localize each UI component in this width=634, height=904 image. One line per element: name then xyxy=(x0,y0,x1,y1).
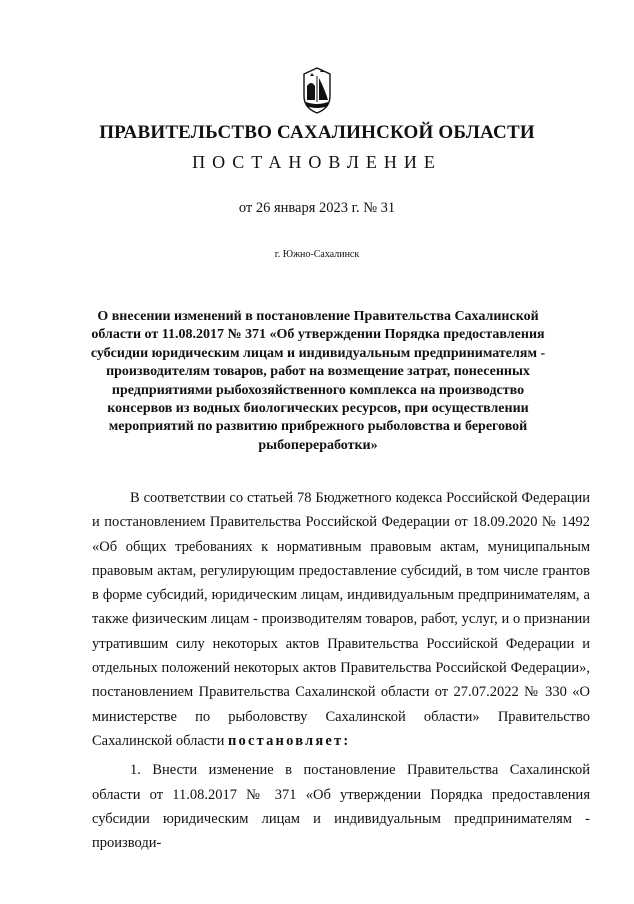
document-subject: О внесении изменений в постановление Правительства Сахалинской области от 11.08.2017 № 371 «Об утверждении Порядка предоставления субсидии юридическим лицам и индивидуальным предпринимателям - производителям товаров, работ на возмещение затрат, понесенных предприятиями рыбохозяйственного комплекса на производство консервов из водных биологических ресурсов, при осуществлении мероприятий по развитию прибрежного рыболовства и береговой рыбопереработки» xyxy=(90,309,546,453)
preamble-paragraph xyxy=(92,486,590,753)
organization-title: ПРАВИТЕЛЬСТВО САХАЛИНСКОЙ ОБЛАСТИ xyxy=(99,122,535,143)
document-body xyxy=(92,486,590,855)
decree-word: постановляет: xyxy=(227,732,351,749)
item-1-paragraph: 1. Внести изменение в постановление Правительства Сахалинской области от 11.08.2017 № 371 «Об утверждении Порядка предоставления субсидии юридическим лицам и индивидуальным предпринимателям - производи- xyxy=(92,762,590,852)
document-place: г. Южно-Сахалинск xyxy=(274,249,360,260)
document-date-number: от 26 января 2023 г. № 31 xyxy=(238,200,396,216)
preamble-text: В соответствии со статьей 78 Бюджетного кодекса Российской Федерации и постановлением Правительства Российской Федерации от 18.09.2020 № 1492 «Об общих требованиях к нормативным правовым актам, муниципальным правовым актам, регулирующим предоставление субсидий, в том числе грантов в форме субсидий, юридическим лицам, индивидуальным предпринимателям, а также физическим лицам - производителям товаров, работ, услуг, и о признании утратившим силу некоторых актов Правительства Российской Федерации и отдельных положений некоторых актов Правительства Российской Федерации», постановлением Правительства Сахалинской области от 27.07.2022 № 330 «О министерстве по рыболовству Сахалинской области» Правительство Сахалинской области xyxy=(92,490,590,749)
sakhalin-coat-of-arms-icon xyxy=(301,66,333,114)
document-type: ПОСТАНОВЛЕНИЕ xyxy=(192,152,442,172)
